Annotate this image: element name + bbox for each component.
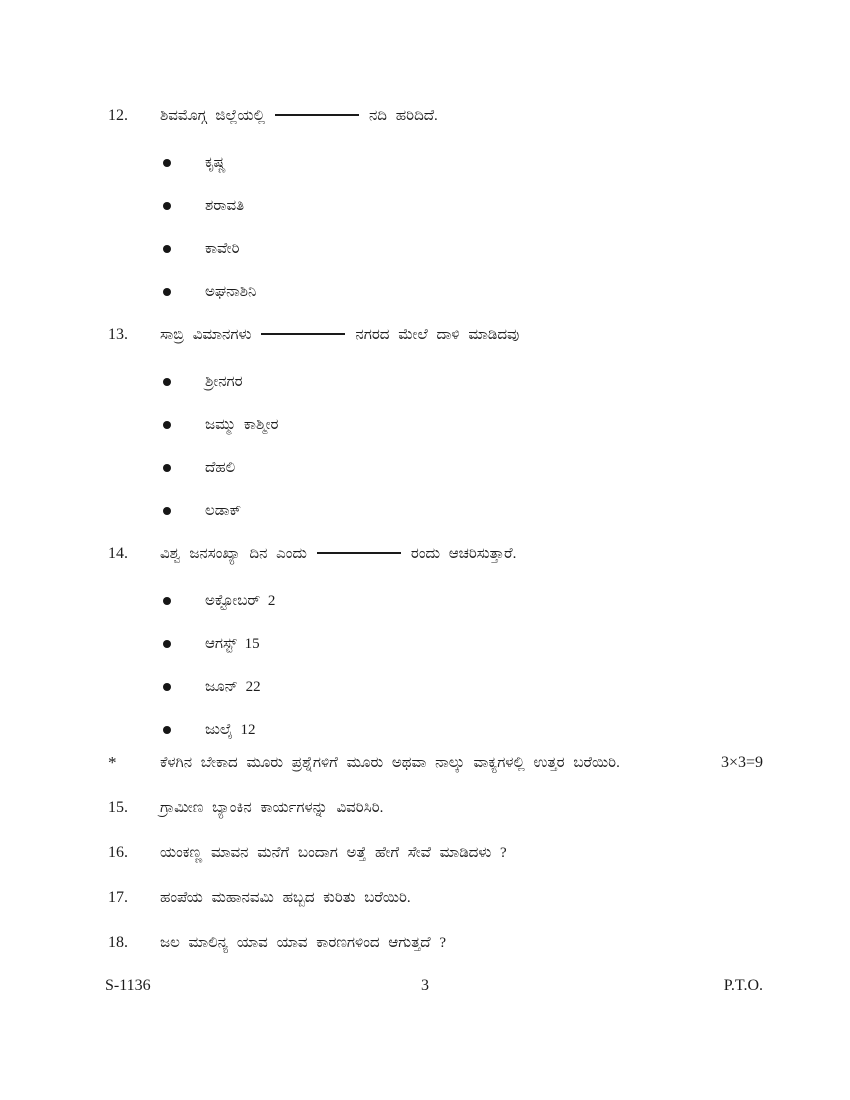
question-text (160, 325, 519, 345)
bullet-icon (163, 288, 171, 296)
question-text: ಹಂಪೆಯ ಮಹಾನವಮಿ ಹಬ್ಬದ ಕುರಿತು ಬರೆಯಿರಿ. (160, 890, 411, 906)
question-17 (108, 888, 763, 908)
question-13 (108, 325, 763, 345)
question-number: 18. (108, 934, 128, 951)
question-pre-blank: ವಿಶ್ವ ಜನಸಂಖ್ಯಾ ದಿನ ಎಂದು (160, 546, 307, 562)
option-label: ಜೂನ್ 22 (205, 679, 261, 695)
option-label: ಶರಾವತಿ (205, 198, 245, 214)
bullet-icon (163, 726, 171, 734)
bullet-icon (163, 245, 171, 253)
bullet-icon (163, 597, 171, 605)
option-item (160, 196, 763, 216)
question-text: ಯಂಕಣ್ಣ ಮಾವನ ಮನೆಗೆ ಬಂದಾಗ ಅತ್ತೆ ಹೇಗೆ ಸೇವೆ ಮಾಡಿದಳು ? (160, 845, 507, 861)
question-number: 13. (108, 326, 128, 343)
option-item (160, 239, 763, 259)
option-item (160, 415, 763, 435)
fill-blank-line (261, 333, 345, 335)
bullet-icon (163, 464, 171, 472)
option-item (160, 591, 763, 611)
question-pre-blank: ಶಿವಮೊಗ್ಗ ಜಿಲ್ಲೆಯಲ್ಲಿ (160, 108, 265, 124)
question-number: 16. (108, 844, 128, 861)
option-item (160, 458, 763, 478)
option-item (160, 677, 763, 697)
question-text (160, 544, 516, 564)
option-item (160, 634, 763, 654)
question-post-blank: ರಂದು ಆಚರಿಸುತ್ತಾರೆ. (410, 546, 517, 562)
question-15 (108, 798, 763, 818)
question-16 (108, 843, 763, 863)
bullet-icon (163, 159, 171, 167)
fill-blank-line (317, 552, 401, 554)
option-label: ದೆಹಲಿ (205, 460, 236, 476)
page-footer (0, 977, 850, 999)
instruction-marker: * (108, 753, 117, 772)
marks-label: 3×3=9 (720, 754, 763, 771)
question-number: 12. (108, 107, 128, 124)
section-instruction (108, 753, 763, 773)
footer-pto: P.T.O. (723, 977, 763, 994)
question-post-blank: ನಗರದ ಮೇಲೆ ದಾಳಿ ಮಾಡಿದವು (355, 327, 520, 343)
bullet-icon (163, 421, 171, 429)
option-item (160, 153, 763, 173)
option-label: ಅಘನಾಶಿನಿ (205, 284, 257, 300)
question-text: ಗ್ರಾಮೀಣ ಬ್ಯಾಂಕಿನ ಕಾರ್ಯಗಳನ್ನು ವಿವರಿಸಿರಿ. (160, 800, 384, 816)
bullet-icon (163, 202, 171, 210)
question-number: 15. (108, 799, 128, 816)
question-number: 14. (108, 545, 128, 562)
instruction-text: ಕೆಳಗಿನ ಬೇಕಾದ ಮೂರು ಪ್ರಶ್ನೆಗಳಿಗೆ ಮೂರು ಅಥವಾ ನಾಲ್ಕು ವಾಕ್ಯಗಳಲ್ಲಿ ಉತ್ತರ ಬರೆಯಿರಿ. (160, 755, 620, 771)
question-number: 17. (108, 889, 128, 906)
bullet-icon (163, 507, 171, 515)
question-14 (108, 544, 763, 564)
footer-paper-code: S-1136 (105, 977, 151, 994)
option-label: ಕಾವೇರಿ (205, 241, 240, 257)
option-item (160, 720, 763, 740)
question-post-blank: ನದಿ ಹರಿದಿದೆ. (368, 108, 438, 124)
question-14-options (108, 591, 763, 740)
question-12 (108, 106, 763, 126)
bullet-icon (163, 683, 171, 691)
question-pre-blank: ಸಾಬ್ರಿ ವಿಮಾನಗಳು (160, 327, 252, 343)
option-label: ಕೃಷ್ಣ (205, 155, 226, 171)
option-item (160, 501, 763, 521)
footer-page-number: 3 (421, 977, 429, 994)
option-label: ಶ್ರೀನಗರ (205, 374, 243, 390)
option-label: ಅಕ್ಟೋಬರ್ 2 (205, 593, 276, 609)
question-12-options (108, 153, 763, 302)
option-label: ಜುಲೈ 12 (205, 722, 256, 738)
option-item (160, 372, 763, 392)
bullet-icon (163, 378, 171, 386)
question-13-options (108, 372, 763, 521)
option-label: ಜಮ್ಮು ಕಾಶ್ಮೀರ (205, 417, 279, 433)
option-item (160, 282, 763, 302)
question-18 (108, 933, 763, 953)
fill-blank-line (275, 114, 359, 116)
bullet-icon (163, 640, 171, 648)
question-text: ಜಲ ಮಾಲಿನ್ಯ ಯಾವ ಯಾವ ಕಾರಣಗಳಿಂದ ಆಗುತ್ತದೆ ? (160, 935, 447, 951)
question-text (160, 106, 438, 126)
option-label: ಆಗಸ್ಟ್ 15 (205, 636, 260, 652)
option-label: ಲಡಾಕ್ (205, 503, 242, 519)
